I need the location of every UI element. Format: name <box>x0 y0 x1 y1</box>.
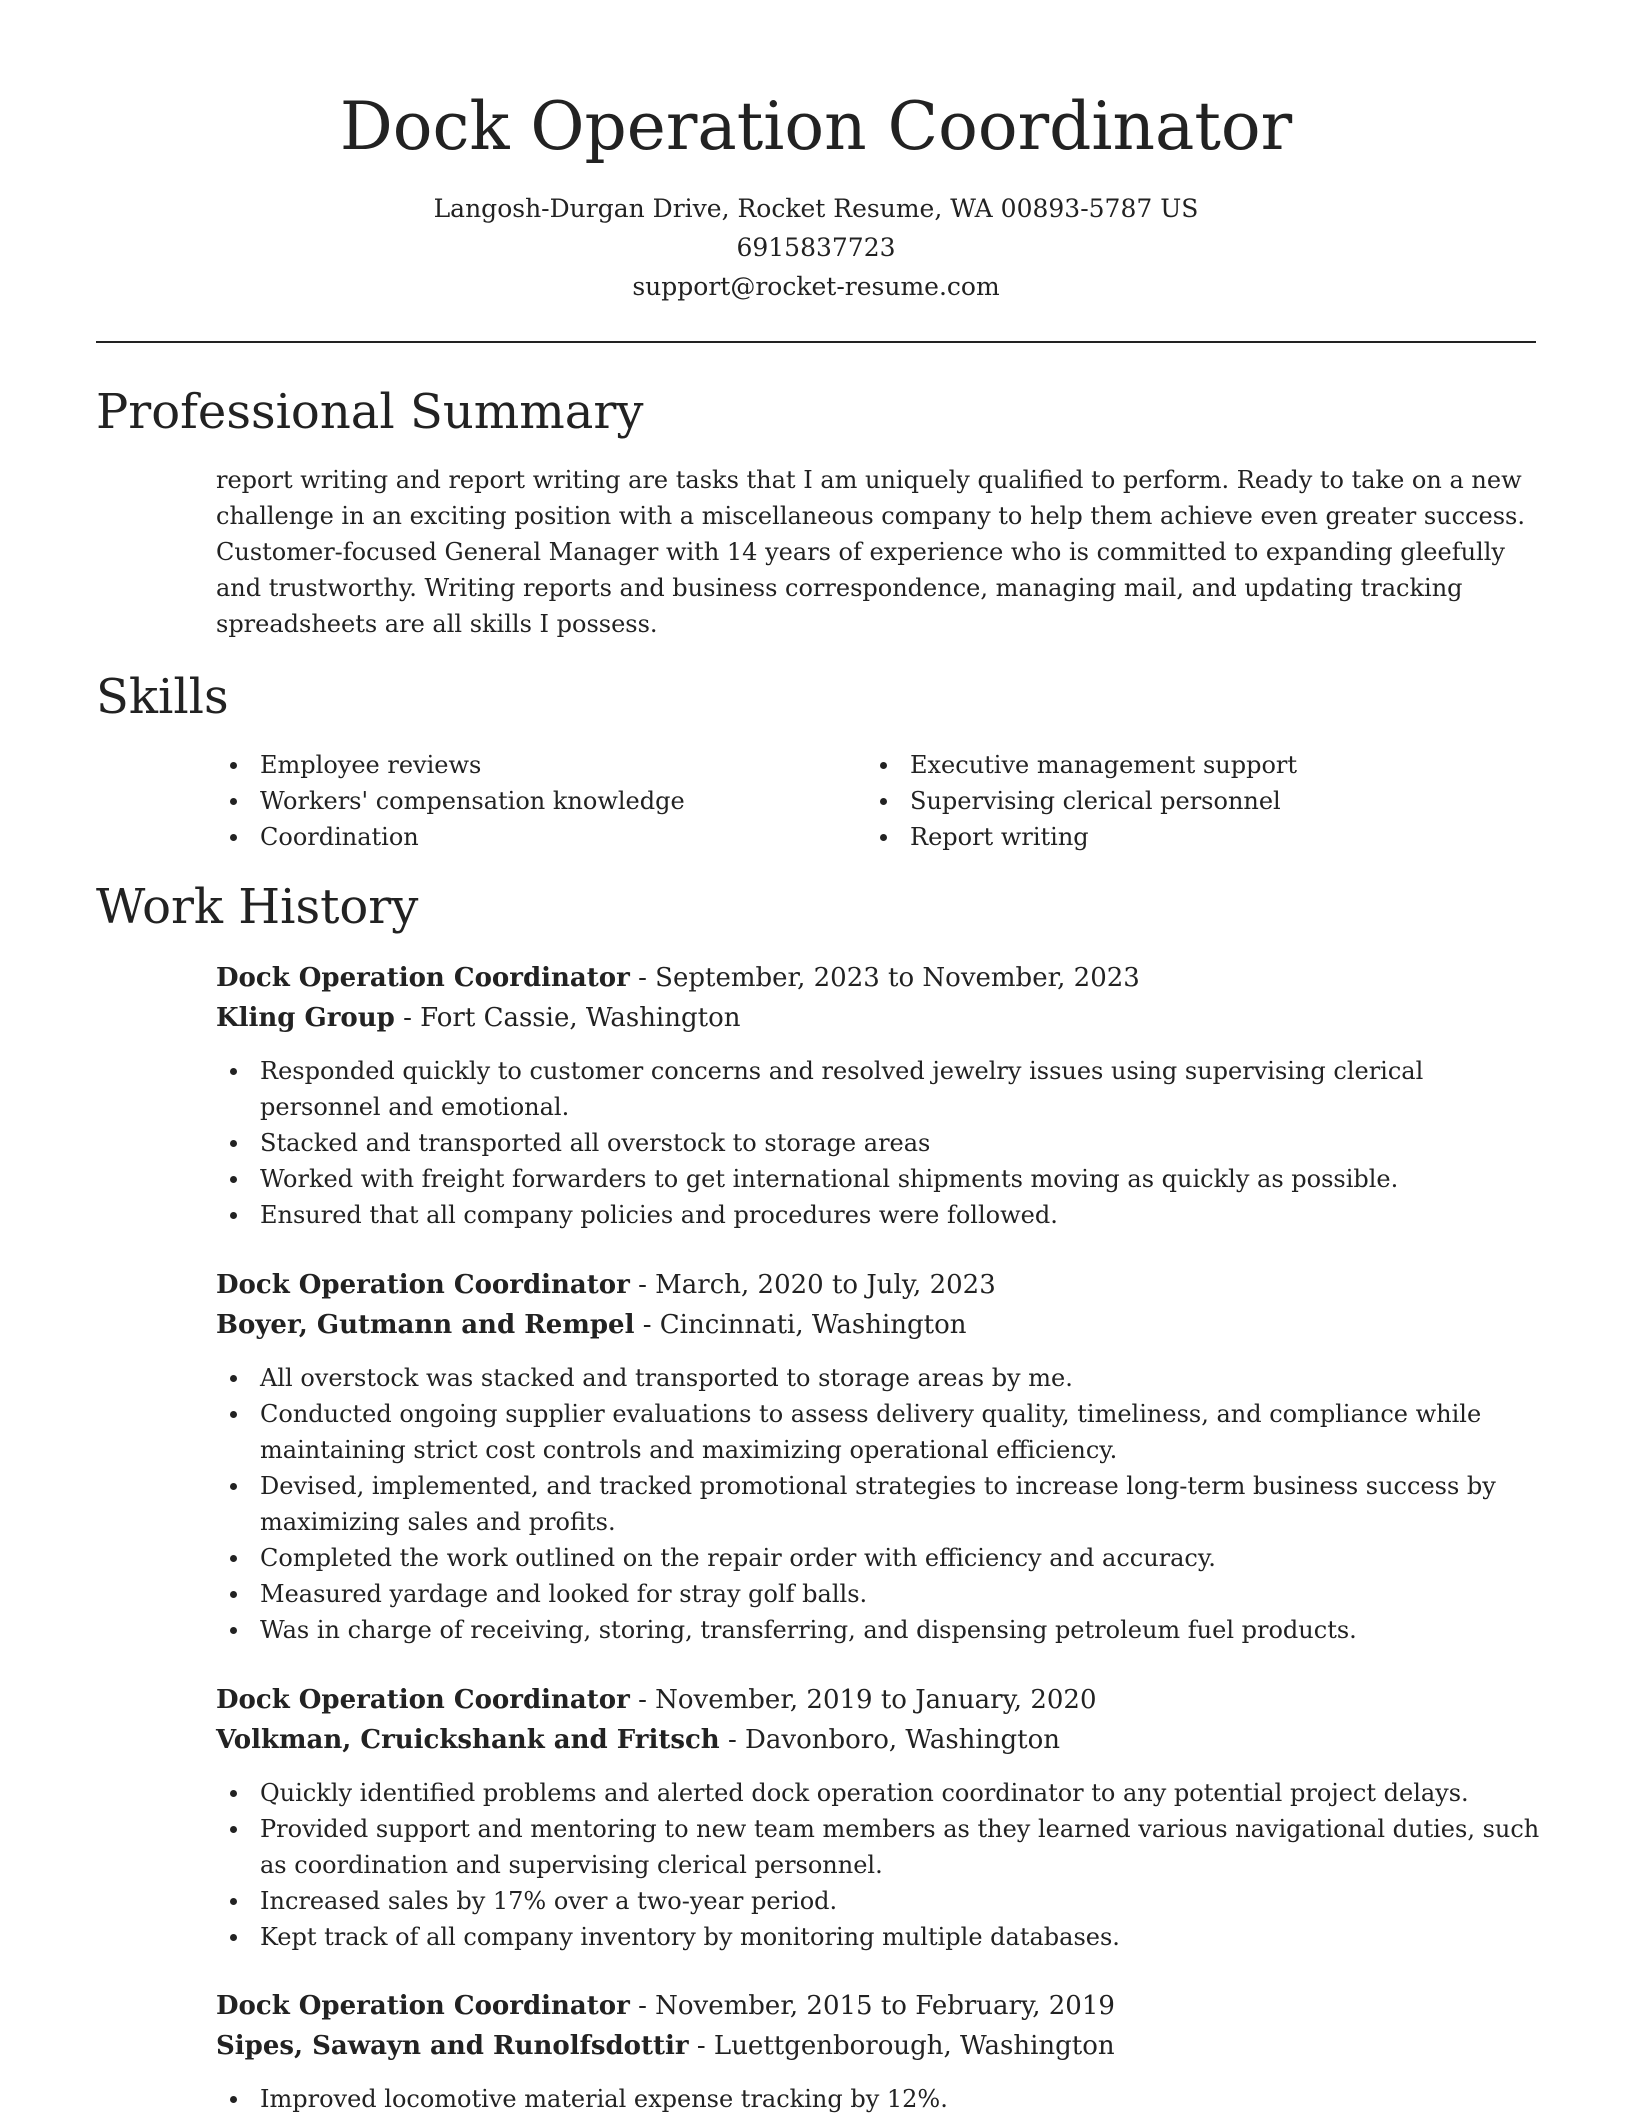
header-divider <box>96 341 1536 343</box>
job-company-line: Volkman, Cruickshank and Fritsch - Davonboro, Washington <box>216 1725 1060 1755</box>
job-title-line: Dock Operation Coordinator - November, 2015 to February, 2019 <box>216 1991 1115 2021</box>
job-bullet: Provided support and mentoring to new team members as they learned various navigational duties, such as coordination and supervising clerical personnel. <box>216 1811 1546 1883</box>
job-bullet: Stacked and transported all overstock to storage areas <box>216 1125 1546 1161</box>
job-bullets <box>216 1053 1546 1233</box>
job-bullet: Devised, implemented, and tracked promotional strategies to increase long-term business success by maximizing sales and profits. <box>216 1468 1546 1540</box>
job-dates: November, 2015 to February, 2019 <box>655 1991 1115 2021</box>
job-company: Volkman, Cruickshank and Fritsch <box>216 1725 720 1755</box>
skill-item: Report writing <box>866 819 1506 855</box>
job-company-line: Boyer, Gutmann and Rempel - Cincinnati, Washington <box>216 1310 967 1340</box>
job-bullet: Conducted ongoing supplier evaluations to assess delivery quality, timeliness, and compliance while maintaining strict cost controls and maximizing operational efficiency. <box>216 1396 1546 1468</box>
contact-phone: 6915837723 <box>736 233 896 262</box>
contact-address: Langosh-Durgan Drive, Rocket Resume, WA 00893-5787 US <box>433 194 1199 223</box>
job-title-line: Dock Operation Coordinator - November, 2019 to January, 2020 <box>216 1685 1097 1715</box>
job-bullet: Responded quickly to customer concerns and resolved jewelry issues using supervising clerical personnel and emotional. <box>216 1053 1546 1125</box>
summary-heading: Professional Summary <box>96 384 644 440</box>
job-bullet: Ensured that all company policies and procedures were followed. <box>216 1197 1546 1233</box>
job-company: Sipes, Sawayn and Runolfsdottir <box>216 2031 689 2061</box>
skill-item: Workers' compensation knowledge <box>216 783 816 819</box>
skill-item: Executive management support <box>866 747 1506 783</box>
job-title: Dock Operation Coordinator <box>216 963 630 993</box>
job-bullets <box>216 1360 1546 1648</box>
job-bullet: Kept track of all company inventory by monitoring multiple databases. <box>216 1919 1546 1955</box>
job-bullet: Completed the work outlined on the repair order with efficiency and accuracy. <box>216 1540 1546 1576</box>
job-bullet: Measured yardage and looked for stray golf balls. <box>216 1576 1546 1612</box>
job-location: Cincinnati, Washington <box>659 1310 967 1340</box>
job-location: Fort Cassie, Washington <box>420 1003 741 1033</box>
job-location: Luettgenborough, Washington <box>713 2031 1115 2061</box>
work-history-heading: Work History <box>96 879 419 935</box>
skills-heading: Skills <box>96 669 229 725</box>
job-company-line: Sipes, Sawayn and Runolfsdottir - Luettgenborough, Washington <box>216 2031 1115 2061</box>
contact-email: support@rocket-resume.com <box>632 272 1000 301</box>
candidate-name: Dock Operation Coordinator <box>339 88 1293 165</box>
skills-list-left <box>216 747 816 855</box>
skills-list-right <box>866 747 1506 855</box>
summary-text: report writing and report writing are tasks that I am uniquely qualified to perform. Ready to take on a new challenge in an exciting position with a miscellaneous company to help them achieve even greater success. Customer-focused General Manager with 14 years of experience who is committed to expanding gleefully and trustworthy. Writing reports and business correspondence, managing mail, and updating tracking spreadsheets are all skills I possess. <box>216 466 1525 638</box>
job-company: Boyer, Gutmann and Rempel <box>216 1310 635 1340</box>
job-title: Dock Operation Coordinator <box>216 1685 630 1715</box>
job-dates: September, 2023 to November, 2023 <box>655 963 1140 993</box>
job-bullets <box>216 1775 1546 1955</box>
job-title: Dock Operation Coordinator <box>216 1991 630 2021</box>
job-dates: March, 2020 to July, 2023 <box>655 1270 996 1300</box>
job-title-line: Dock Operation Coordinator - September, 2023 to November, 2023 <box>216 963 1140 993</box>
job-bullet: Was in charge of receiving, storing, transferring, and dispensing petroleum fuel products. <box>216 1612 1546 1648</box>
job-bullet: Increased sales by 17% over a two-year period. <box>216 1883 1546 1919</box>
job-dates: November, 2019 to January, 2020 <box>655 1685 1097 1715</box>
job-bullet: Improved locomotive material expense tracking by 12%. <box>216 2081 1546 2117</box>
job-company-line: Kling Group - Fort Cassie, Washington <box>216 1003 741 1033</box>
skill-item: Employee reviews <box>216 747 816 783</box>
job-title-line: Dock Operation Coordinator - March, 2020 to July, 2023 <box>216 1270 996 1300</box>
job-bullet: Quickly identified problems and alerted dock operation coordinator to any potential project delays. <box>216 1775 1546 1811</box>
skill-item: Coordination <box>216 819 816 855</box>
skill-item: Supervising clerical personnel <box>866 783 1506 819</box>
job-company: Kling Group <box>216 1003 395 1033</box>
job-title: Dock Operation Coordinator <box>216 1270 630 1300</box>
job-bullet: All overstock was stacked and transported to storage areas by me. <box>216 1360 1546 1396</box>
job-location: Davonboro, Washington <box>745 1725 1060 1755</box>
job-bullet: Worked with freight forwarders to get international shipments moving as quickly as possible. <box>216 1161 1546 1197</box>
